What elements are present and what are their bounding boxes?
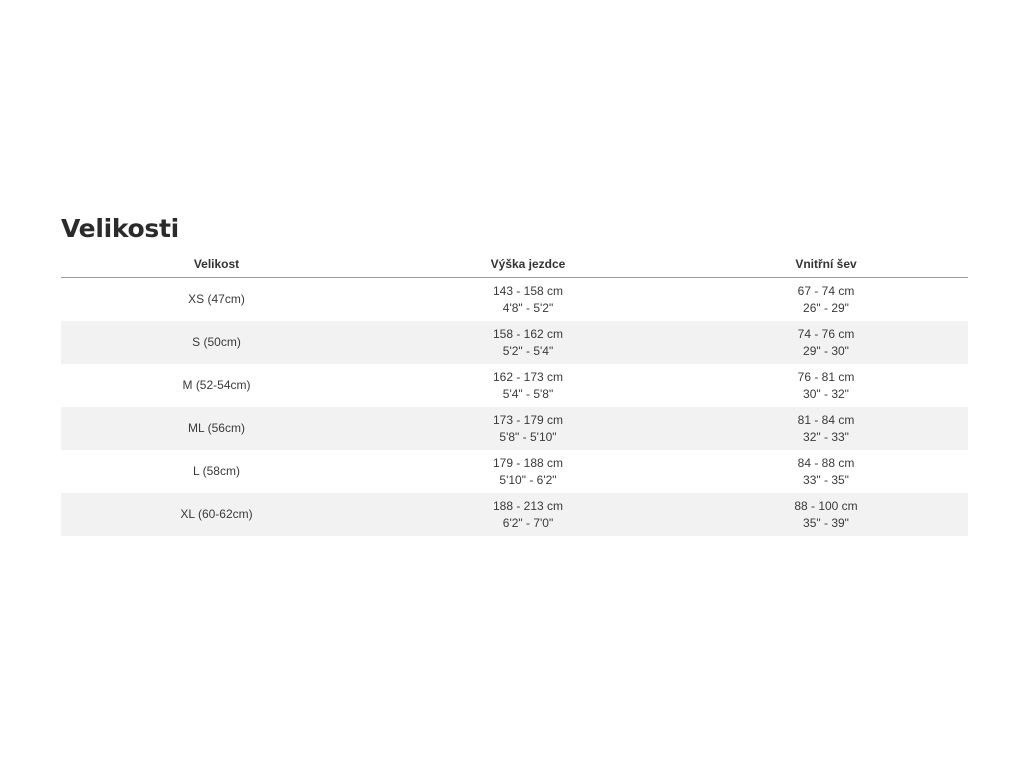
- height-cm: 162 - 173 cm: [492, 369, 564, 384]
- cell-inseam: [684, 493, 968, 536]
- table-row: [61, 450, 968, 493]
- cell-rider-height: [372, 364, 684, 407]
- inseam-cm: 74 - 76 cm: [797, 326, 855, 341]
- cell-size: S (50cm): [61, 321, 372, 364]
- table-header-row: [61, 250, 968, 278]
- height-in: 4'8" - 5'2": [502, 300, 554, 315]
- height-in: 5'4" - 5'8": [502, 386, 554, 401]
- cell-inseam: [684, 278, 968, 322]
- table-row: [61, 364, 968, 407]
- inseam-cm: 81 - 84 cm: [797, 412, 855, 427]
- inseam-in: 26" - 29": [803, 300, 849, 315]
- height-in: 5'8" - 5'10": [499, 429, 557, 444]
- height-cm: 173 - 179 cm: [492, 412, 564, 427]
- cell-rider-height: [372, 321, 684, 364]
- header-inseam: Vnitřní šev: [684, 250, 968, 278]
- height-cm: 143 - 158 cm: [492, 283, 564, 298]
- size-table: [61, 250, 968, 536]
- header-size: Velikost: [61, 250, 372, 278]
- cell-inseam: [684, 407, 968, 450]
- cell-rider-height: [372, 493, 684, 536]
- cell-size: XS (47cm): [188, 292, 245, 306]
- inseam-cm: 88 - 100 cm: [794, 498, 858, 513]
- header-rider-height: Výška jezdce: [372, 250, 684, 278]
- cell-inseam: [684, 321, 968, 364]
- height-cm: 188 - 213 cm: [492, 498, 564, 513]
- table-row: [61, 321, 968, 364]
- cell-size: XL (60-62cm): [61, 493, 372, 536]
- cell-inseam: [684, 450, 968, 493]
- height-in: 6'2" - 7'0": [502, 515, 554, 530]
- inseam-in: 35" - 39": [803, 515, 849, 530]
- inseam-in: 30" - 32": [803, 386, 849, 401]
- inseam-cm: 84 - 88 cm: [797, 455, 855, 470]
- table-row: [61, 493, 968, 536]
- cell-size: M (52-54cm): [182, 378, 251, 392]
- inseam-in: 33" - 35": [803, 472, 849, 487]
- height-cm: 158 - 162 cm: [492, 326, 564, 341]
- inseam-in: 32" - 33": [803, 429, 849, 444]
- cell-rider-height: [372, 450, 684, 493]
- cell-rider-height: [372, 278, 684, 322]
- cell-size: L (58cm): [193, 464, 240, 478]
- cell-inseam: [684, 364, 968, 407]
- inseam-in: 29" - 30": [803, 343, 849, 358]
- size-chart-section: [61, 212, 968, 536]
- cell-rider-height: [372, 407, 684, 450]
- inseam-cm: 67 - 74 cm: [797, 283, 855, 298]
- inseam-cm: 76 - 81 cm: [797, 369, 855, 384]
- height-in: 5'2" - 5'4": [502, 343, 554, 358]
- height-cm: 179 - 188 cm: [492, 455, 564, 470]
- table-row: [61, 407, 968, 450]
- table-row: [61, 278, 968, 322]
- height-in: 5'10" - 6'2": [499, 472, 557, 487]
- section-title: Velikosti: [61, 214, 179, 243]
- cell-size: ML (56cm): [61, 407, 372, 450]
